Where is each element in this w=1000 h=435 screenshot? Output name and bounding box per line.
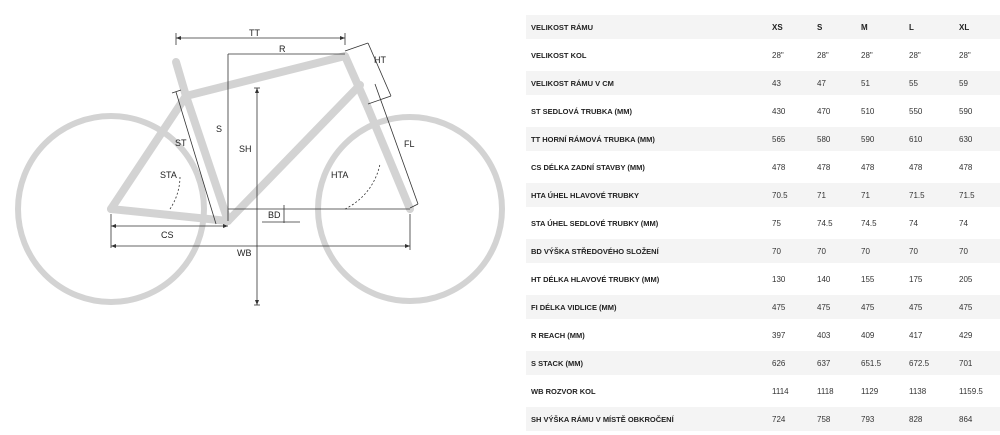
cell-m: 651.5	[861, 351, 909, 375]
cell-m: 478	[861, 155, 909, 179]
table-row	[526, 127, 1000, 151]
cell-m: 51	[861, 71, 909, 95]
cell-l: 610	[909, 127, 959, 151]
cell-xl: 74	[959, 211, 1000, 235]
label-r: R	[279, 44, 286, 54]
cell-m: 409	[861, 323, 909, 347]
cell-s: 70	[817, 239, 861, 263]
cell-l: 417	[909, 323, 959, 347]
cell-s: 74.5	[817, 211, 861, 235]
row-label: CS DÉLKA ZADNÍ STAVBY (MM)	[526, 155, 772, 179]
cell-s: 637	[817, 351, 861, 375]
label-hta: HTA	[331, 170, 349, 180]
cell-s: 475	[817, 295, 861, 319]
row-label: TT HORNÍ RÁMOVÁ TRUBKA (MM)	[526, 127, 772, 151]
table-row	[526, 407, 1000, 431]
row-label: R REACH (MM)	[526, 323, 772, 347]
cell-xl: 864	[959, 407, 1000, 431]
cell-xs: 43	[772, 71, 817, 95]
row-label: STA ÚHEL SEDLOVÉ TRUBKY (MM)	[526, 211, 772, 235]
row-label: WB ROZVOR KOL	[526, 379, 772, 403]
cell-s: 580	[817, 127, 861, 151]
header-size-l: L	[909, 15, 959, 39]
table-row	[526, 43, 1000, 67]
cell-xl: 28"	[959, 43, 1000, 67]
cell-xs: 430	[772, 99, 817, 123]
cell-m: 475	[861, 295, 909, 319]
cell-xl: 478	[959, 155, 1000, 179]
cell-xl: 71.5	[959, 183, 1000, 207]
table-row	[526, 239, 1000, 263]
cell-m: 510	[861, 99, 909, 123]
cell-m: 155	[861, 267, 909, 291]
label-sta: STA	[160, 170, 177, 180]
row-label: SH VÝŠKA RÁMU V MÍSTĚ OBKROČENÍ	[526, 407, 772, 431]
cell-xs: 70.5	[772, 183, 817, 207]
cell-xl: 205	[959, 267, 1000, 291]
cell-xs: 28"	[772, 43, 817, 67]
cell-xl: 70	[959, 239, 1000, 263]
cell-m: 70	[861, 239, 909, 263]
row-label: BD VÝŠKA STŘEDOVÉHO SLOŽENÍ	[526, 239, 772, 263]
table-row	[526, 379, 1000, 403]
cell-s: 478	[817, 155, 861, 179]
header-size-label: VELIKOST RÁMU	[526, 15, 772, 39]
cell-xs: 75	[772, 211, 817, 235]
label-fl: FL	[404, 139, 415, 149]
row-label: HT DÉLKA HLAVOVÉ TRUBKY (MM)	[526, 267, 772, 291]
cell-m: 71	[861, 183, 909, 207]
table-row	[526, 351, 1000, 375]
row-label: S STACK (MM)	[526, 351, 772, 375]
cell-l: 475	[909, 295, 959, 319]
table-row	[526, 295, 1000, 319]
cell-xl: 701	[959, 351, 1000, 375]
table-row	[526, 323, 1000, 347]
bike-frame	[111, 56, 410, 221]
table-row	[526, 183, 1000, 207]
header-size-xl: XL	[959, 15, 1000, 39]
cell-xs: 1114	[772, 379, 817, 403]
table-row	[526, 211, 1000, 235]
cell-l: 71.5	[909, 183, 959, 207]
cell-l: 70	[909, 239, 959, 263]
header-size-m: M	[861, 15, 909, 39]
cell-xs: 397	[772, 323, 817, 347]
label-s: S	[216, 124, 223, 134]
cell-xs: 130	[772, 267, 817, 291]
cell-xs: 478	[772, 155, 817, 179]
label-wb: WB	[237, 248, 252, 258]
cell-l: 74	[909, 211, 959, 235]
cell-xl: 475	[959, 295, 1000, 319]
cell-l: 55	[909, 71, 959, 95]
cell-s: 28"	[817, 43, 861, 67]
cell-m: 590	[861, 127, 909, 151]
cell-m: 74.5	[861, 211, 909, 235]
label-bd: BD	[268, 210, 281, 220]
cell-l: 550	[909, 99, 959, 123]
table-row	[526, 155, 1000, 179]
cell-l: 28"	[909, 43, 959, 67]
row-label: ST SEDLOVÁ TRUBKA (MM)	[526, 99, 772, 123]
table-row	[526, 99, 1000, 123]
cell-s: 71	[817, 183, 861, 207]
cell-s: 758	[817, 407, 861, 431]
header-size-s: S	[817, 15, 861, 39]
label-sh: SH	[239, 144, 252, 154]
cell-xs: 70	[772, 239, 817, 263]
cell-l: 828	[909, 407, 959, 431]
row-label: VELIKOST KOL	[526, 43, 772, 67]
cell-l: 175	[909, 267, 959, 291]
cell-l: 672.5	[909, 351, 959, 375]
label-tt: TT	[249, 28, 260, 38]
label-cs: CS	[161, 230, 174, 240]
table-row	[526, 71, 1000, 95]
row-label: HTA ÚHEL HLAVOVÉ TRUBKY	[526, 183, 772, 207]
cell-s: 1118	[817, 379, 861, 403]
table-row	[526, 267, 1000, 291]
cell-xs: 724	[772, 407, 817, 431]
cell-s: 403	[817, 323, 861, 347]
geometry-table	[526, 11, 1000, 435]
cell-l: 478	[909, 155, 959, 179]
cell-xl: 1159.5	[959, 379, 1000, 403]
cell-xl: 429	[959, 323, 1000, 347]
header-size-xs: XS	[772, 15, 817, 39]
cell-xs: 475	[772, 295, 817, 319]
label-st: ST	[175, 138, 187, 148]
label-ht: HT	[374, 55, 386, 65]
cell-s: 47	[817, 71, 861, 95]
row-label: VELIKOST RÁMU V CM	[526, 71, 772, 95]
cell-l: 1138	[909, 379, 959, 403]
cell-xs: 565	[772, 127, 817, 151]
row-label: FI DÉLKA VIDLICE (MM)	[526, 295, 772, 319]
cell-xl: 630	[959, 127, 1000, 151]
cell-xl: 590	[959, 99, 1000, 123]
table-header-row	[526, 15, 1000, 39]
cell-xs: 626	[772, 351, 817, 375]
cell-xl: 59	[959, 71, 1000, 95]
cell-s: 140	[817, 267, 861, 291]
cell-m: 28"	[861, 43, 909, 67]
cell-m: 793	[861, 407, 909, 431]
cell-s: 470	[817, 99, 861, 123]
cell-m: 1129	[861, 379, 909, 403]
